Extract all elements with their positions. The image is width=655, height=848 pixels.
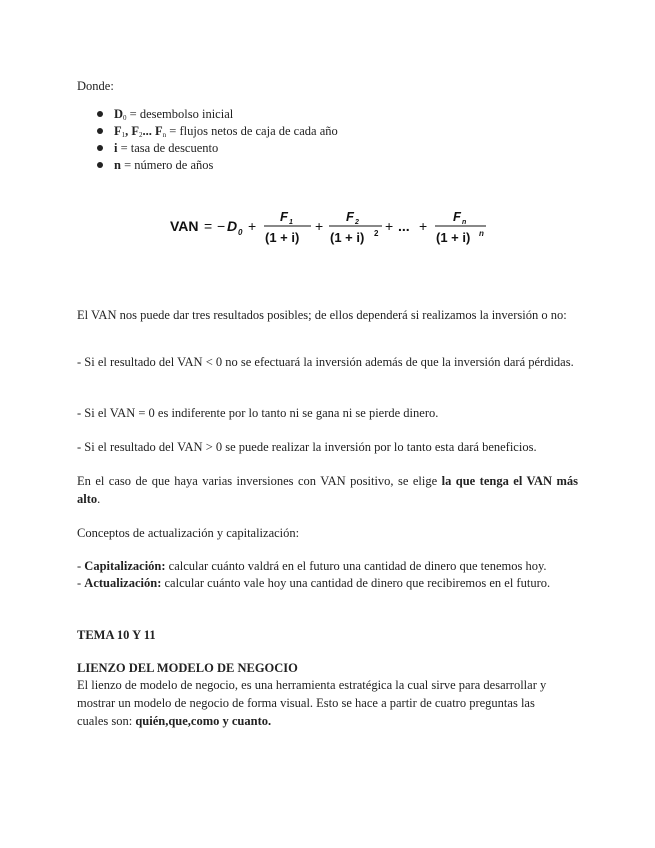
paragraph-lienzo: El lienzo de modelo de negocio, es una herramienta estratégica la cual sirve para desarrollar y mostrar un modelo de negocio de forma visual. Esto se hace a partir de cuatro preguntas las cuales son: quién,que,como y cuanto. <box>77 678 547 728</box>
formula-f1-sub: 1 <box>289 219 293 226</box>
highlight-highest-van: la que tenga el VAN más alto <box>77 474 578 506</box>
bullet-rate: i = tasa de descuento <box>97 140 218 157</box>
definition-capitalizacion: - Capitalización: calcular cuánto valdrá en el futuro una cantidad de dinero que tenemos hoy. <box>77 559 547 573</box>
intro-text: Donde: <box>77 79 114 93</box>
formula-den2-exp: 2 <box>374 229 379 238</box>
formula-ellipsis: ... <box>398 218 410 234</box>
bullet-dot <box>97 145 103 151</box>
formula-plus-4: + <box>419 218 428 234</box>
formula-plus-3: + <box>385 218 394 234</box>
paragraph-concepts: Conceptos de actualización y capitalización: <box>77 526 300 540</box>
paragraph-multiple-investments: En el caso de que haya varias inversiones con VAN positivo, se elige la que tenga el VAN más alto. <box>77 474 578 506</box>
formula-f1: F <box>280 209 288 224</box>
formula-fn: F <box>453 209 461 224</box>
paragraph-van-zero: - Si el VAN = 0 es indiferente por lo tanto ni se gana ni se pierde dinero. <box>77 406 439 420</box>
bullet-flows: $F_1$, $F_2$... $F_n$ = flujos netos de caja de cada año <box>97 123 338 144</box>
formula-f2: F <box>346 209 354 224</box>
formula-equals: = <box>204 218 213 234</box>
formula-fn-sub: n <box>462 219 467 226</box>
definition-actualizacion: - Actualización: calcular cuánto vale hoy una cantidad de dinero que recibiremos en el futuro. <box>77 576 551 590</box>
formula-plus-1: + <box>248 218 257 234</box>
formula-den1: (1 + i) <box>265 230 300 245</box>
bullet-dot <box>97 162 103 168</box>
paragraph-van-positive: - Si el resultado del VAN > 0 se puede realizar la inversión por lo tanto esta dará beneficios. <box>77 440 537 454</box>
section-heading-tema: TEMA 10 Y 11 <box>77 628 156 642</box>
formula-d0-sub: 0 <box>238 228 243 237</box>
formula-van: VAN <box>170 218 199 234</box>
van-formula <box>0 196 655 256</box>
formula-denn: (1 + i) <box>436 230 471 245</box>
highlight-questions: quién,que,como y cuanto. <box>135 714 272 728</box>
bullet-d0: $D_0$ = desembolso inicial <box>97 106 233 127</box>
paragraph-van-negative: - Si el resultado del VAN < 0 no se efectuará la inversión además de que la inversión dará pérdidas. <box>77 355 574 369</box>
bullet-dot <box>97 128 103 134</box>
section-heading-lienzo: LIENZO DEL MODELO DE NEGOCIO <box>77 661 298 675</box>
formula-f2-sub: 2 <box>355 219 359 226</box>
formula-denn-exp: n <box>479 229 484 238</box>
formula-minus: − <box>217 218 226 234</box>
paragraph-van-results: El VAN nos puede dar tres resultados posibles; de ellos dependerá si realizamos la inversión o no: <box>77 308 567 322</box>
formula-d0: D <box>227 218 238 234</box>
bullet-dot <box>97 111 103 117</box>
formula-plus-2: + <box>315 218 324 234</box>
formula-den2: (1 + i) <box>330 230 365 245</box>
bullet-years: n = número de años <box>97 157 213 174</box>
